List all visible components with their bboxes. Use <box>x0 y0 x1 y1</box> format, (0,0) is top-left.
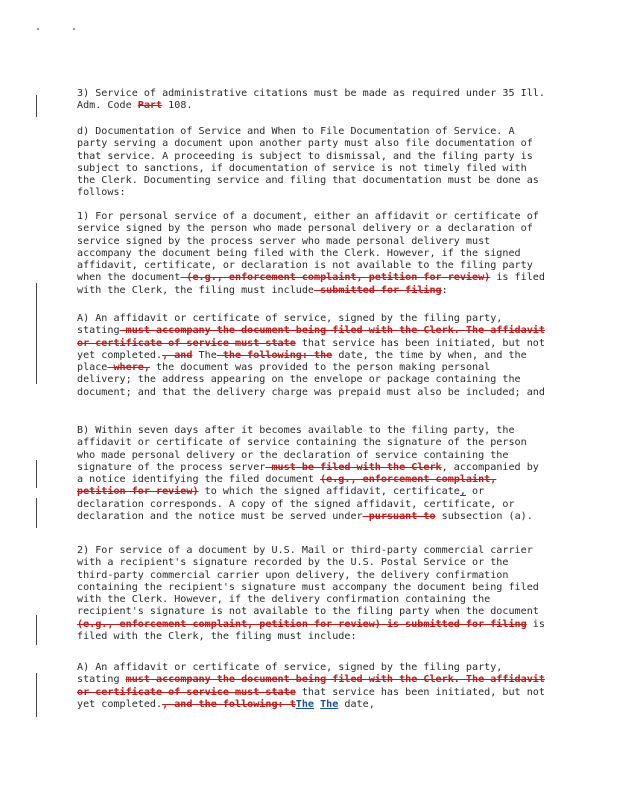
text-run: 3) Service of administrative citations must be made as required under 35 Ill. Adm. Code <box>77 88 545 112</box>
text-run: B) Within seven days after it becomes available to the filing party, the affidavit or certificate of service containing the signature of the person who made personal delivery or the declaration of service containing the signature of the process server <box>77 425 527 473</box>
text-run: to which the signed affidavit, certificate <box>198 486 460 498</box>
inserted-text: The <box>295 698 315 710</box>
revision-bar <box>36 615 37 645</box>
text-run: : <box>441 284 448 296</box>
text-run: The <box>192 349 217 361</box>
deleted-text: (e.g., enforcement complaint, petition for review) <box>180 272 491 284</box>
text-run: is filed with the Clerk, the filing must include: <box>77 618 545 643</box>
text-run: , accompanied by a notice identifying the filed document <box>77 461 539 486</box>
deleted-text: the following: the <box>216 349 333 361</box>
text-run: that service has been initiated, but not yet completed. <box>77 337 545 361</box>
paragraph-A-affidavit <box>77 313 547 399</box>
revision-bar <box>36 460 37 488</box>
revision-bar <box>36 95 37 117</box>
revision-bar <box>36 324 37 384</box>
revision-bar <box>36 498 37 528</box>
text-run: A) An affidavit or certificate of service, signed by the filing party, stating <box>77 662 503 686</box>
paragraph-1-personal-service <box>77 211 547 297</box>
revision-bar <box>36 673 37 717</box>
text-run: is filed with the Clerk, the filing must include <box>77 272 545 296</box>
deleted-text: must accompany the document being filed with the Clerk. The affidavit or certificate of service must state <box>77 325 545 349</box>
text-run: 2) For service of a document by U.S. Mail or third-party commercial carrier with a recipient's signature recorded by the U.S. Postal Service or the third-party commercial carrier upon delivery, the delivery confirmation containing the recipient's signature must accompany the document being filed with the Clerk. However, if the delivery confirmation containing the recipient's signature is not available to the filing party when the document <box>77 545 539 618</box>
deleted-text: where, <box>107 362 150 374</box>
deleted-text: Part <box>137 100 163 112</box>
scan-speck <box>37 28 39 30</box>
deleted-text: must be filed with the Clerk <box>265 461 442 473</box>
text-run: the document was provided to the person making personal delivery; the address appearing on the envelope or package containing the document; and that the delivery charge was prepaid must also be included; and <box>77 362 545 398</box>
deleted-text: (e.g., enforcement complaint, petition for review) <box>77 474 497 498</box>
text-run: A) An affidavit or certificate of service, signed by the filing party, stating <box>77 313 503 337</box>
text-run: that service has been initiated, but not yet completed. <box>77 686 545 710</box>
text-run: 1) For personal service of a document, either an affidavit or certificate of service signed by the person who made personal delivery or a declaration of service signed by the process server who made personal delivery must accompany the document being filed with the Clerk. However, if the signed affidavit, certificate, or declaration is not available to the filing party when the document <box>77 211 539 284</box>
scan-speck <box>73 28 75 30</box>
deleted-text: , and the following: t <box>162 698 296 710</box>
paragraph-B-within-seven-days <box>77 425 547 523</box>
deleted-text: (e.g., enforcement complaint, petition for review) is submitted for filing <box>77 618 527 630</box>
text-run: date, <box>338 698 375 710</box>
text-run: date, the time by when, and the place <box>77 349 527 374</box>
revision-bar <box>36 283 37 325</box>
deleted-text: , and <box>162 349 193 361</box>
text-run: 108. <box>162 100 193 112</box>
paragraph-d-documentation <box>77 126 547 200</box>
text-run: or declaration corresponds. A copy of the signed affidavit, certificate, or declaration and the notice must be served under <box>77 486 515 523</box>
deleted-text: submitted for filing <box>314 284 442 296</box>
text-run: subsection (a). <box>435 511 533 523</box>
inserted-text: The <box>320 698 339 710</box>
deleted-text: must accompany the document being filed with the Clerk. The affidavit or certificate of service must state <box>77 674 545 698</box>
paragraph-A-affidavit-mail <box>77 662 547 711</box>
paragraph-2-mail-service <box>77 545 547 643</box>
deleted-text: pursuant to <box>362 511 436 523</box>
inserted-text: , <box>459 486 466 498</box>
paragraph-3-service-citations <box>77 88 547 113</box>
text-run: d) Documentation of Service and When to File Documentation of Service. A party serving a document upon another party must also file documentation of that service. A proceeding is subject to dismissal, and the filing party is subject to sanctions, if documentation of service is not timely filed with the Clerk. Documenting service and filing that documentation must be done as follows: <box>77 126 539 199</box>
